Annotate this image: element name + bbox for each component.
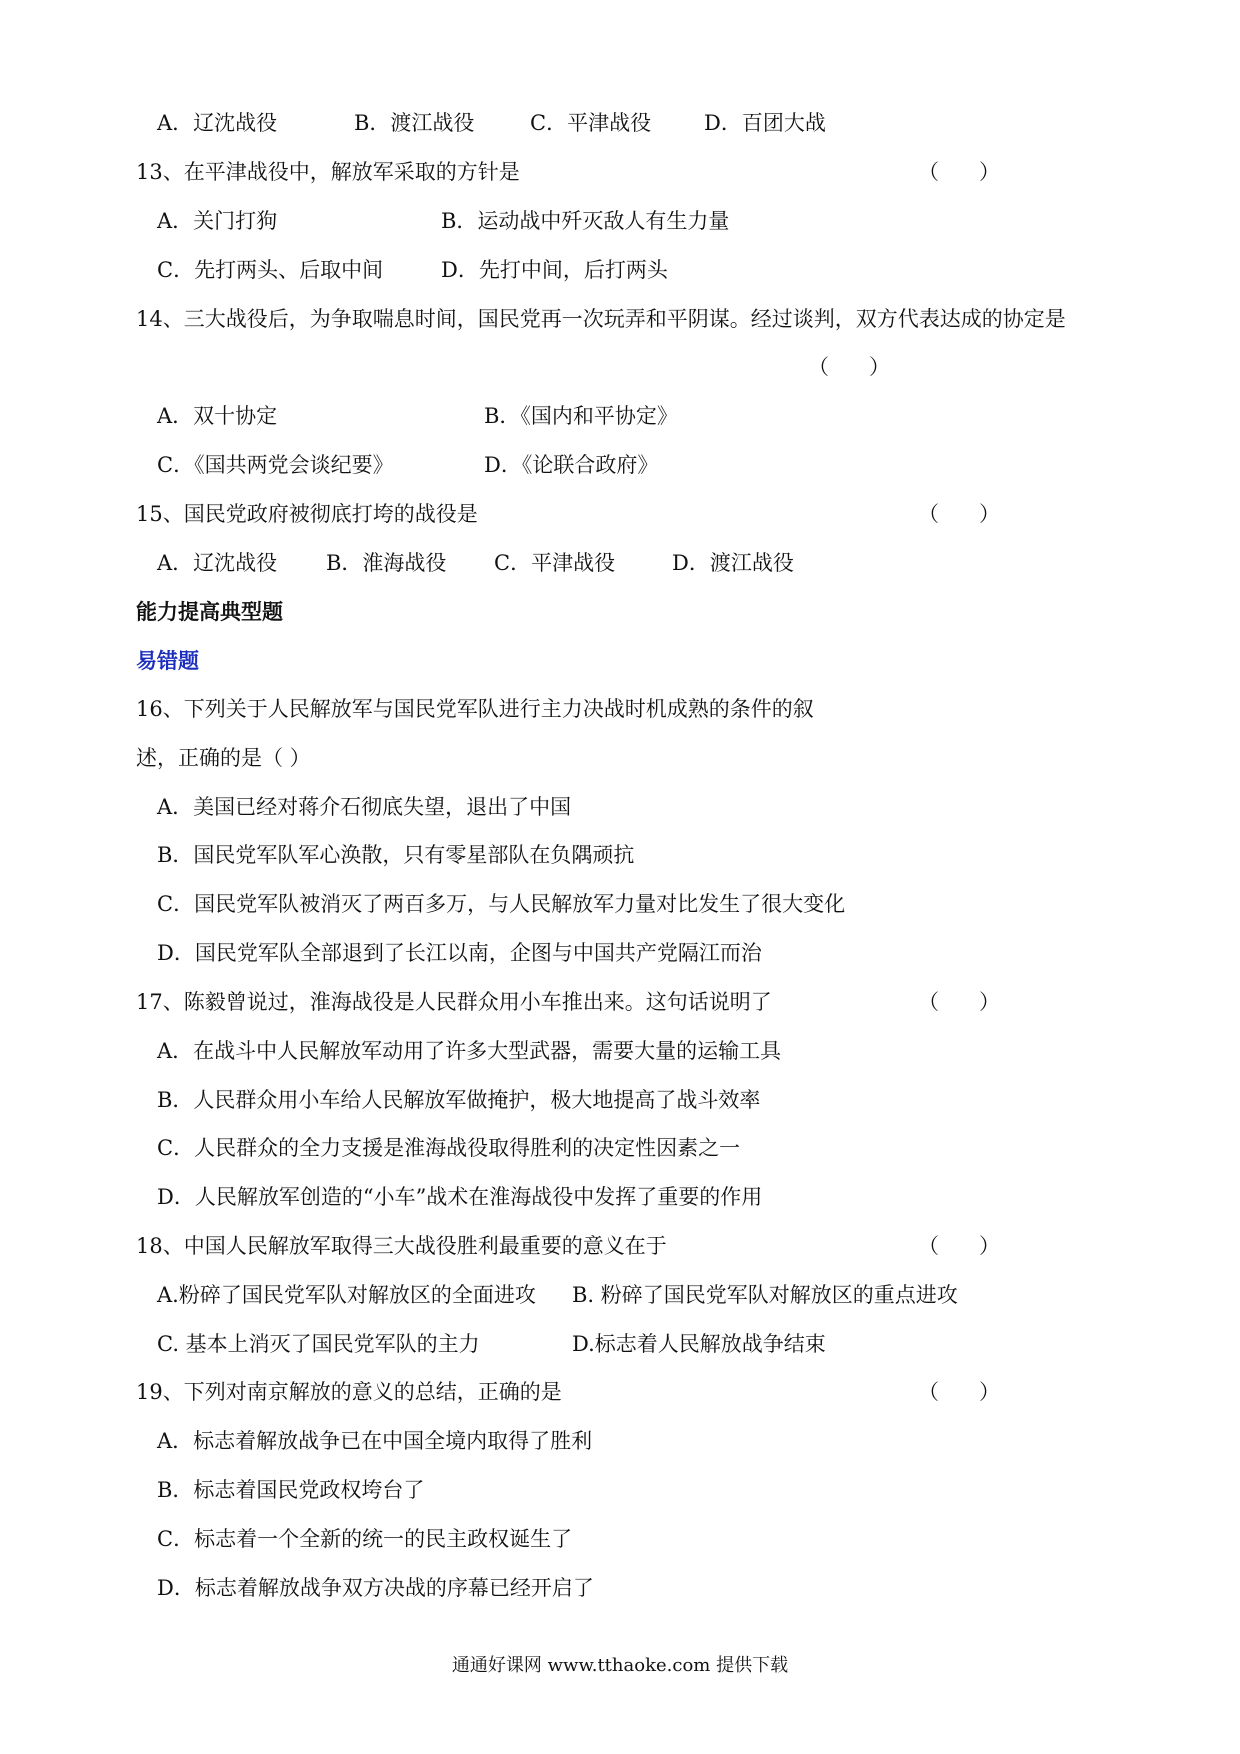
q17-option-b: B．人民群众用小车给人民解放军做掩护，极大地提高了战斗效率 [157, 1088, 761, 1112]
q15-answer-paren: （ ） [918, 502, 1001, 526]
q14-option-c: C．《国共两党会谈纪要》 [157, 453, 394, 477]
q14-option-a: A．双十协定 [157, 404, 278, 428]
q15-option-d: D．渡江战役 [672, 551, 794, 575]
q15-option-b: B．淮海战役 [326, 551, 447, 575]
q16-stem-line-2: 述，正确的是（ ） [136, 746, 311, 770]
subsection-title: 易错题 [136, 648, 199, 673]
q14-option-b: B．《国内和平协定》 [484, 404, 678, 428]
q12-option-b: B．渡江战役 [354, 111, 475, 135]
q12-option-d: D．百团大战 [704, 111, 826, 135]
q18-option-c: C. 基本上消灭了国民党军队的主力 [157, 1332, 480, 1356]
q19-option-a: A．标志着解放战争已在中国全境内取得了胜利 [157, 1429, 593, 1453]
q16-option-a: A．美国已经对蒋介石彻底失望，退出了中国 [157, 795, 572, 819]
q18-answer-paren: （ ） [918, 1234, 1001, 1258]
q18-option-b: B. 粉碎了国民党军队对解放区的重点进攻 [572, 1283, 958, 1307]
q13-option-a: A．关门打狗 [157, 209, 278, 233]
q13-option-d: D．先打中间，后打两头 [441, 258, 668, 282]
q19-option-d: D．标志着解放战争双方决战的序幕已经开启了 [157, 1576, 594, 1600]
q19-answer-paren: （ ） [918, 1380, 1001, 1404]
q18-option-d: D.标志着人民解放战争结束 [572, 1332, 826, 1356]
q17-option-d: D．人民解放军创造的“小车”战术在淮海战役中发挥了重要的作用 [157, 1185, 763, 1209]
q19-option-b: B．标志着国民党政权垮台了 [157, 1478, 425, 1502]
q14-answer-paren: （ ） [808, 355, 891, 379]
q18-option-a: A.粉碎了国民党军队对解放区的全面进攻 [157, 1283, 536, 1307]
q18-stem: 18、中国人民解放军取得三大战役胜利最重要的意义在于 [136, 1234, 667, 1258]
q14-option-d: D．《论联合政府》 [484, 453, 659, 477]
q17-stem: 17、陈毅曾说过，淮海战役是人民群众用小车推出来。这句话说明了 [136, 990, 772, 1014]
q17-option-c: C．人民群众的全力支援是淮海战役取得胜利的决定性因素之一 [157, 1136, 741, 1160]
q13-stem: 13、在平津战役中，解放军采取的方针是 [136, 160, 520, 184]
section-title: 能力提高典型题 [136, 599, 283, 624]
q15-stem: 15、国民党政府被彻底打垮的战役是 [136, 502, 478, 526]
q16-option-b: B．国民党军队军心涣散，只有零星部队在负隅顽抗 [157, 843, 635, 867]
q15-option-c: C．平津战役 [494, 551, 616, 575]
q12-option-a: A．辽沈战役 [157, 111, 278, 135]
q12-option-c: C．平津战役 [530, 111, 652, 135]
q16-option-c: C．国民党军队被消灭了两百多万，与人民解放军力量对比发生了很大变化 [157, 892, 846, 916]
q13-option-c: C．先打两头、后取中间 [157, 258, 384, 282]
page-footer: 通通好课网 www.tthaoke.com 提供下载 [451, 1655, 789, 1676]
q19-option-c: C．标志着一个全新的统一的民主政权诞生了 [157, 1527, 573, 1551]
q17-answer-paren: （ ） [918, 990, 1001, 1014]
q16-option-d: D．国民党军队全部退到了长江以南，企图与中国共产党隔江而治 [157, 941, 762, 965]
q13-option-b: B．运动战中歼灭敌人有生力量 [441, 209, 730, 233]
q17-option-a: A．在战斗中人民解放军动用了许多大型武器，需要大量的运输工具 [157, 1039, 782, 1063]
q15-option-a: A．辽沈战役 [157, 551, 278, 575]
q19-stem: 19、下列对南京解放的意义的总结，正确的是 [136, 1380, 562, 1404]
q16-stem-line-1: 16、下列关于人民解放军与国民党军队进行主力决战时机成熟的条件的叙 [136, 697, 814, 721]
q14-stem: 14、三大战役后，为争取喘息时间，国民党再一次玩弄和平阴谋。经过谈判，双方代表达成的协定是 [136, 307, 1066, 331]
q13-answer-paren: （ ） [918, 160, 1001, 184]
